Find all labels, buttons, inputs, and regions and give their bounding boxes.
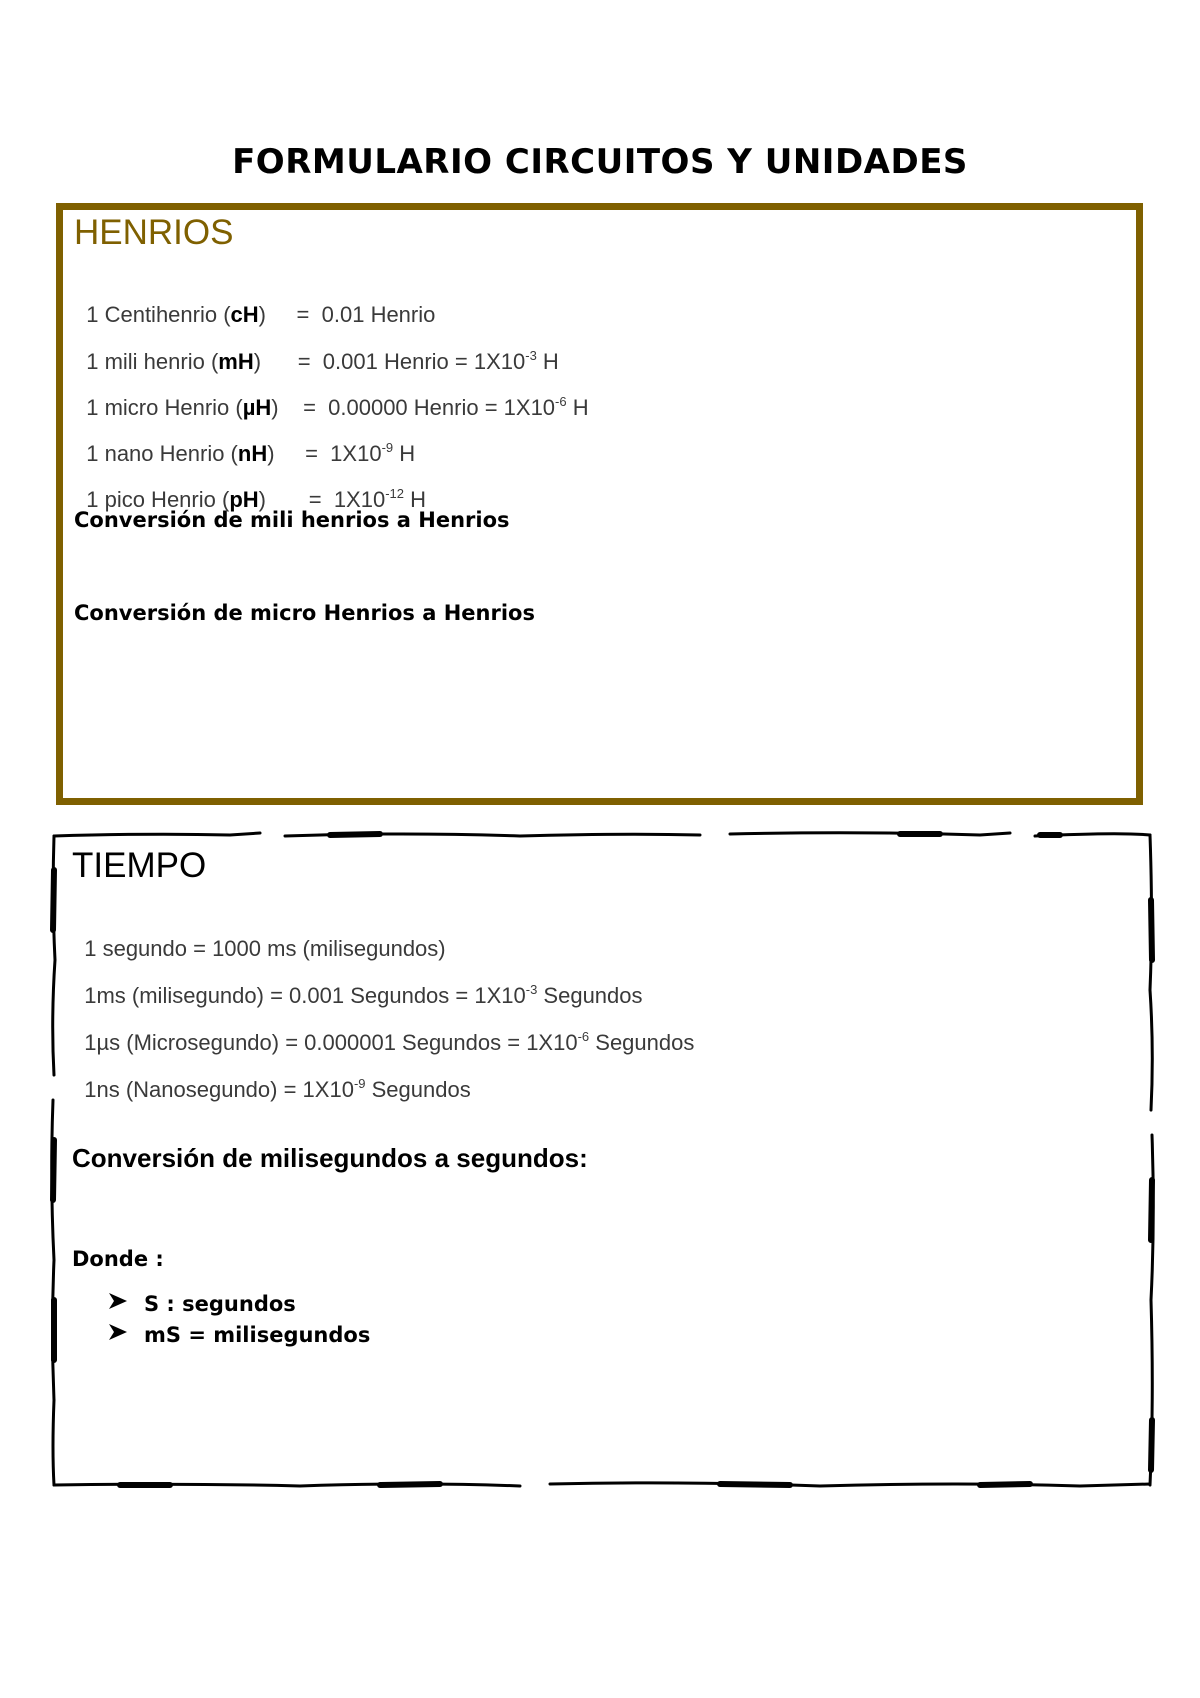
- henrios-row-nanohenrio: 1 nano Henrio (nH) = $1X10^{-9}$ H: [86, 440, 416, 466]
- list-item: [108, 1319, 370, 1350]
- tiempo-conversion-heading: Conversión de milisegundos a segundos:: [72, 1143, 588, 1173]
- henrios-conversion-micro: Conversión de micro Henrios a Henrios: [74, 601, 535, 625]
- henrios-row-centihenrio: 1 Centihenrio (cH) = 0.01 Henrio: [86, 302, 436, 327]
- henrios-row-milihenrio: 1 mili henrio (mH) = 0.001 Henrio = $1X10^{-3}$ H: [86, 348, 559, 374]
- definitions-list: [108, 1288, 370, 1350]
- tiempo-heading: TIEMPO: [72, 846, 207, 885]
- donde-label: Donde :: [72, 1247, 164, 1271]
- arrowhead-bullet-icon: [108, 1292, 144, 1315]
- henrios-row-picohenrio: 1 pico Henrio (pH) = $1X10^{-12}$ H: [86, 486, 427, 512]
- bullet-text: mS = milisegundos: [144, 1322, 371, 1347]
- henrios-conversion-mili: Conversión de mili henrios a Henrios: [74, 508, 510, 532]
- henrios-heading: HENRIOS: [74, 213, 234, 252]
- list-item: [108, 1288, 370, 1319]
- arrowhead-bullet-icon: [108, 1323, 144, 1346]
- henrios-row-microhenrio: 1 micro Henrio (µH) = 0.00000 Henrio = $1X10^{-6}$ H: [86, 394, 589, 420]
- tiempo-row-segundo: 1 segundo = 1000 ms (milisegundos): [84, 936, 446, 961]
- page-title: FORMULARIO CIRCUITOS Y UNIDADES: [232, 142, 968, 182]
- tiempo-row-nanosegundo: 1ns (Nanosegundo) = $1X10^{-9}$ Segundos: [84, 1076, 471, 1102]
- bullet-text: S : segundos: [144, 1291, 296, 1316]
- tiempo-row-microsegundo: 1µs (Microsegundo) = 0.000001 Segundos = $1X10^{-6}$ Segundos: [84, 1029, 695, 1055]
- tiempo-row-milisegundo: 1ms (milisegundo) = 0.001 Segundos = $1X10^{-3}$ Segundos: [84, 982, 643, 1008]
